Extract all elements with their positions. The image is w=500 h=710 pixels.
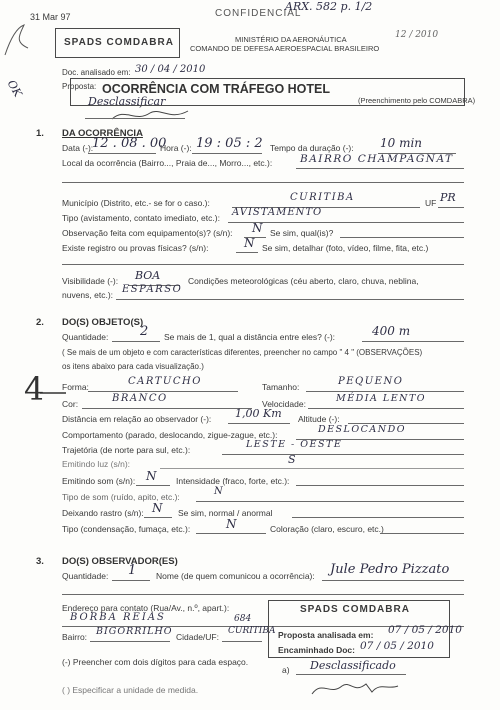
signature-scribble-icon — [2, 20, 32, 60]
type-value: AVISTAMENTO — [232, 207, 323, 218]
stamp-sig-label: a) — [282, 665, 290, 675]
duration-value: 10 min — [380, 136, 423, 150]
district-line — [90, 641, 170, 642]
visibility-value: BOA — [135, 269, 161, 282]
section1-number: 1. — [36, 128, 44, 139]
municipality-label: Município (Distrito, etc.- se for o caso.): — [62, 198, 210, 208]
filled-by-note: (Preenchimento pelo COMDABRA) — [358, 96, 476, 105]
time-line — [192, 153, 262, 154]
title-underline — [85, 118, 185, 119]
stamp-proposal-value: 07 / 05 / 2010 — [388, 624, 462, 636]
sound-type-value: N — [214, 486, 223, 497]
stamp-sig-line — [296, 674, 406, 675]
address-value: BORBA REIAS — [70, 612, 166, 623]
stamp-sig-value: Desclassificado — [310, 659, 396, 672]
weather-label: Condições meteorológicas (céu aberto, claro, chuva, neblina, — [188, 276, 419, 286]
address-label: Endereço para contato (Rua/Av., n.º, apart.): — [62, 603, 230, 613]
uf-line — [438, 207, 464, 208]
weather-line — [116, 299, 464, 300]
time-label: Hora (-): — [160, 143, 192, 153]
coloring-label: Coloração (claro, escuro, etc.) — [270, 524, 384, 534]
obj-note-line1: ( Se mais de um objeto e com características diferentes, preencher no campo " 4 " (OBSERVAÇÕES) — [62, 348, 423, 357]
ministry-line2: COMANDO DE DEFESA AEROESPACIAL BRASILEIRO — [190, 44, 380, 53]
section2-number: 2. — [36, 317, 44, 328]
date-label: Data (-): — [62, 143, 94, 153]
trajectory-label: Trajetória (de norte para sul, etc.): — [62, 445, 191, 455]
district-value: BIGORRILHO — [96, 626, 173, 637]
obs-distance-line — [228, 423, 290, 424]
margin-note: OK — [4, 77, 25, 100]
ministry-line1: MINISTÉRIO DA AERONÁUTICA — [235, 35, 347, 44]
equipment-value: N — [252, 221, 263, 235]
date-stamp: 31 Mar 97 — [30, 12, 71, 22]
behavior-label: Comportamento (parado, deslocando, zigue-zague, etc.): — [62, 430, 278, 440]
speed-label: Velocidade: — [262, 399, 306, 409]
intensity-label: Intensidade (fraco, forte, etc.): — [176, 476, 290, 486]
declassify-handwritten: Desclassificar — [88, 95, 166, 108]
observer-quantity-line — [112, 580, 150, 581]
section1-title: DA OCORRÊNCIA — [62, 128, 143, 139]
address-number: 684 — [234, 614, 252, 624]
sound-emission-line — [136, 485, 170, 486]
stamp-proposal-label: Proposta analisada em: — [278, 630, 374, 640]
evidence-value: N — [244, 236, 255, 250]
equipment-which-line — [340, 237, 464, 238]
location-line2 — [62, 182, 464, 183]
shape-label: Forma: — [62, 382, 89, 392]
obj-quantity-label: Quantidade: — [62, 332, 109, 342]
observer-name-value: Jule Pedro Pizzato — [330, 562, 450, 577]
light-line — [160, 468, 464, 469]
footnote-2: ( ) Especificar a unidade de medida. — [62, 685, 199, 695]
stamp-signature-icon — [110, 105, 190, 125]
trail-line — [144, 517, 172, 518]
intensity-line — [296, 485, 464, 486]
obs-distance-value: 1,00 Km — [235, 407, 282, 420]
uf-value: PR — [440, 191, 456, 204]
obj-quantity-value: 2 — [140, 324, 149, 339]
spads-stamp-bottom-title: SPADS COMDABRA — [300, 604, 410, 615]
section3-title: DO(S) OBSERVADOR(ES) — [62, 556, 178, 567]
type-label: Tipo (avistamento, contato imediato, etc.): — [62, 213, 220, 223]
evidence-detail: Se sim, detalhar (foto, vídeo, filme, fita, etc.) — [262, 243, 429, 253]
sound-emission-label: Emitindo som (s/n): — [62, 476, 136, 486]
trail-value: N — [152, 501, 163, 515]
evidence-label: Existe registro ou provas físicas? (s/n): — [62, 243, 209, 253]
observer-name-label: Nome (de quem comunicou a ocorrência): — [156, 571, 315, 581]
form-title: OCORRÊNCIA COM TRÁFEGO HOTEL — [102, 82, 331, 96]
date-value: 12 . 08 . 00 — [92, 136, 167, 151]
obs-distance-label: Distância em relação ao observador (-): — [62, 414, 212, 424]
duration-label: Tempo da duração (-): — [270, 143, 354, 153]
uf-label: UF — [425, 198, 437, 208]
obj-distance-line — [362, 341, 464, 342]
location-label: Local da ocorrência (Bairro..., Praia de..., Morro..., etc.): — [62, 158, 273, 168]
section2-title: DO(S) OBJETO(S) — [62, 317, 144, 328]
light-value: S — [288, 453, 296, 466]
speed-line — [308, 408, 464, 409]
observer-quantity-value: 1 — [128, 563, 137, 578]
location-value: BAIRRO CHAMPAGNAT — [300, 153, 454, 165]
size-label: Tamanho: — [262, 382, 300, 392]
speed-value: MÉDIA LENTO — [336, 393, 427, 404]
trail-type-line — [196, 533, 266, 534]
corner-mark: 12 / 2010 — [395, 30, 439, 40]
evidence-line2 — [62, 264, 464, 265]
trail-type-value: N — [226, 517, 237, 531]
stamp-send-label: Encaminhado Doc: — [278, 645, 355, 655]
weather-value: ESPARSO — [122, 284, 183, 295]
section3-number: 3. — [36, 556, 44, 567]
date-line — [88, 153, 156, 154]
equipment-label: Observação feita com equipamento(s)? (s/n): — [62, 228, 233, 238]
trajectory-value: LESTE - OESTE — [246, 439, 343, 450]
municipality-value: CURITIBA — [290, 192, 355, 203]
equipment-which: Se sim, qual(is)? — [270, 228, 334, 238]
weather-label2: nuvens, etc.): — [62, 290, 114, 300]
trail-type-label: Tipo (condensação, fumaça, etc.): — [62, 524, 191, 534]
spads-stamp-title: SPADS COMDABRA — [64, 37, 174, 48]
stamp-send-value: 07 / 05 / 2010 — [360, 640, 434, 652]
light-label: Emitindo luz (s/n): — [62, 459, 131, 469]
trail-label: Deixando rastro (s/n): — [62, 508, 144, 518]
observer-name-line2 — [62, 594, 464, 595]
trail-detail-line — [292, 517, 464, 518]
time-value: 19 : 05 : 2 — [196, 136, 263, 151]
behavior-value: DESLOCANDO — [318, 424, 407, 435]
observer-quantity-label: Quantidade: — [62, 571, 109, 581]
bottom-signature-icon — [310, 676, 400, 700]
trail-detail: Se sim, normal / anormal — [178, 508, 273, 518]
observer-name-line — [322, 580, 464, 581]
doc-analyzed-value: 30 / 04 / 2010 — [135, 64, 206, 75]
location-line — [296, 168, 464, 169]
color-value: BRANCO — [112, 393, 168, 404]
obj-distance-value: 400 m — [372, 324, 411, 338]
altitude-label: Altitude (-): — [298, 414, 340, 424]
type-line — [228, 222, 464, 223]
confidential-header: CONFIDENCIAL — [215, 8, 302, 19]
margin-number-four: 4 — [24, 370, 45, 408]
city-value: CURITIBA — [228, 626, 276, 636]
district-label: Bairro: — [62, 632, 88, 642]
city-label: Cidade/UF: — [176, 632, 219, 642]
visibility-label: Visibilidade (-): — [62, 276, 119, 286]
footnote-1: (-) Preencher com dois dígitos para cada espaço. — [62, 657, 249, 667]
size-line — [306, 391, 464, 392]
trajectory-line — [222, 454, 464, 455]
obj-quantity-line — [112, 341, 160, 342]
color-label: Cor: — [62, 399, 79, 409]
handwritten-ref: ARX. 582 p. 1/2 — [285, 0, 373, 13]
doc-analyzed-label: Doc. analisado em: — [62, 68, 131, 77]
shape-line — [88, 391, 238, 392]
sound-emission-value: N — [146, 469, 157, 483]
coloring-line — [380, 533, 464, 534]
spads-stamp-top — [55, 28, 180, 58]
proposal-label: Proposta: — [62, 82, 97, 91]
shape-value: CARTUCHO — [128, 376, 202, 387]
obj-note-line2: os itens abaixo para cada visualização.) — [62, 362, 204, 371]
color-line — [82, 408, 252, 409]
evidence-line — [236, 252, 258, 253]
obj-distance-label: Se mais de 1, qual a distância entre eles? (-): — [164, 332, 336, 342]
size-value: PEQUENO — [338, 376, 404, 387]
city-line — [222, 641, 262, 642]
sound-type-line — [196, 501, 464, 502]
sound-type-label: Tipo de som (ruído, apito, etc.): — [62, 492, 180, 502]
